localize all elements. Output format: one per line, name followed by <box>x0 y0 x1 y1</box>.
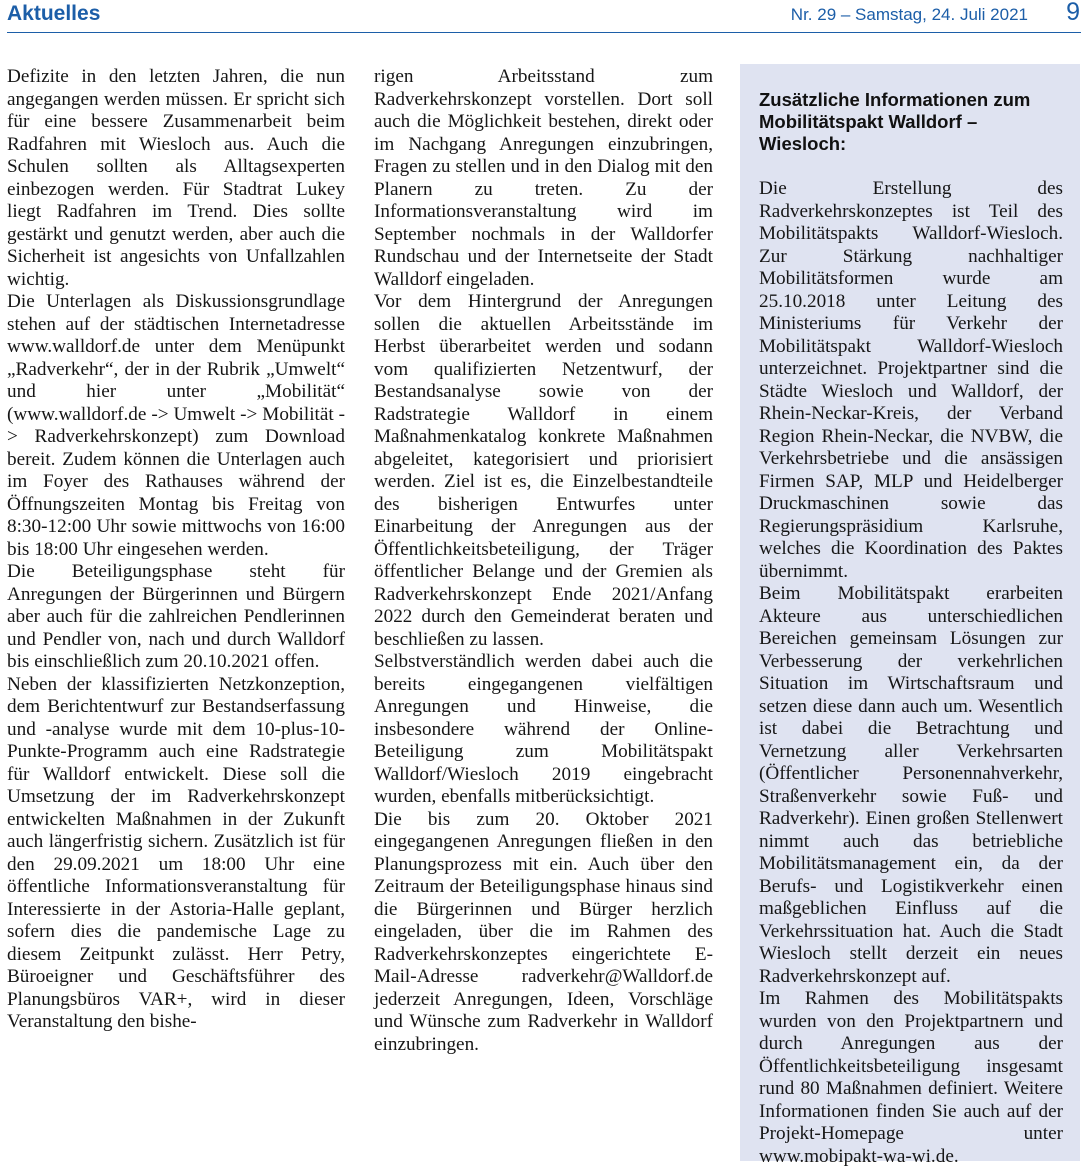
section-title: Aktuelles <box>7 2 101 25</box>
article-column-1 <box>7 66 345 1034</box>
issue-date: Nr. 29 – Samstag, 24. Juli 2021 <box>790 5 1028 24</box>
info-sidebar <box>740 64 1080 1167</box>
paragraph: Die bis zum 20. Oktober 2021 eingegangenen Anregungen fließen in den Planungsprozess mit ein. Auch über den Zeitraum der Beteiligungsphase hinaus sind die Bürgerinnen und Bürger herzlich eingeladen, über die im Rahmen des Radverkehrskonzeptes eingerichtete E-Mail-Adresse radverkehr@Walldorf.de jederzeit Anregungen, Ideen, Vorschläge und Wünsche zum Radverkehr in Walldorf einzubringen. <box>374 808 713 1055</box>
paragraph: Neben der klassifizierten Netzkonzeption, dem Berichtentwurf zur Bestandserfassung und -analyse wurde mit dem 10-plus-10-Punkte-Programm auch eine Radstrategie für Walldorf entwickelt. Diese soll die Umsetzung der im Radverkehrskonzept entwickelten Maßnahmen in der Zukunft auch längerfristig sichern. Zusätzlich ist für den 29.09.2021 um 18:00 Uhr eine öffentliche Informationsveranstaltung für Interessierte in der Astoria-Halle geplant, sofern dies die pandemische Lage zu diesem Zeitpunkt zulässt. Herr Petry, Büroeigner und Geschäftsführer des Planungsbüros VAR+, wird in dieser Veranstaltung den bishe- <box>7 673 345 1032</box>
header-rule <box>7 32 1081 33</box>
sidebar-body <box>759 178 1063 1168</box>
paragraph: Beim Mobilitätspakt erarbeiten Akteure aus unterschiedlichen Bereichen gemeinsam Lösungen zur Verbesserung der verkehrlichen Situation im Wirtschaftsraum und setzen diese dann auch um. Wesentlich ist dabei die Betrachtung und Vernetzung aller Verkehrsarten (Öffentlicher Personennahverkehr, Straßenverkehr sowie Fuß- und Radverkehr). Einen großen Stellenwert nimmt auch das betriebliche Mobilitätsmanagement ein, da der Berufs- und Logistikverkehr einen maßgeblichen Einfluss auf die Verkehrssituation hat. Auch die Stadt Wiesloch stellt derzeit ein neues Radverkehrskonzept auf. <box>759 583 1063 987</box>
paragraph: Die Beteiligungsphase steht für Anregungen der Bürgerinnen und Bürgern aber auch für die zahlreichen Pendlerinnen und Pendler von, nach und durch Walldorf bis einschließlich zum 20.10.2021 offen. <box>7 561 345 672</box>
paragraph: Die Unterlagen als Diskussionsgrundlage stehen auf der städtischen Internetadresse www.walldorf.de unter dem Menüpunkt „Radverkehr“, der in der Rubrik „Umwelt“ und hier unter „Mobilität“ (www.walldorf.de -> Umwelt -> Mobilität -> Radverkehrskonzept) zum Download bereit. Zudem können die Unterlagen auch im Foyer des Rathauses während der Öffnungszeiten Montag bis Freitag von 8:30-12:00 Uhr sowie mittwochs von 16:00 bis 18:00 Uhr eingesehen werden. <box>7 291 345 560</box>
paragraph: Im Rahmen des Mobilitätspakts wurden von den Projektpartnern und durch Anregungen aus der Öffentlichkeitsbeteiligung insgesamt rund 80 Maßnahmen definiert. Weitere Informationen finden Sie auch auf der Projekt-Homepage unter www.mobipakt-wa-wi.de. <box>759 988 1063 1167</box>
paragraph: Vor dem Hintergrund der Anregungen sollen die aktuellen Arbeitsstände im Herbst überarbeitet werden und sodann vom qualifizierten Netzentwurf, der Bestandsanalyse sowie von der Radstrategie Walldorf in einem Maßnahmenkatalog konkrete Maßnahmen abgeleitet, kategorisiert und priorisiert werden. Ziel ist es, die Einzelbestandteile des bisherigen Entwurfes unter Einarbeitung der Anregungen aus der Öffentlichkeitsbeteiligung, der Träger öffentlicher Belange und der Gremien als Radverkehrskonzept Ende 2021/Anfang 2022 durch den Gemeinderat beraten und beschließen zu lassen. <box>374 291 713 650</box>
sidebar-title: Zusätzliche Informationen zum Mobilitätspakt Walldorf – Wiesloch: <box>759 89 1031 154</box>
paragraph: Die Erstellung des Radverkehrskonzeptes ist Teil des Mobilitätspakts Walldorf-Wiesloch. Zur Stärkung nachhaltiger Mobilitätsformen wurde am 25.10.2018 unter Leitung des Ministeriums für Verkehr der Mobilitätspakt Walldorf-Wiesloch unterzeichnet. Projektpartner sind die Städte Wiesloch und Walldorf, der Rhein-Neckar-Kreis, der Verband Region Rhein-Neckar, die NVBW, die Verkehrsbetriebe und die ansässigen Firmen SAP, MLP und Heidelberger Druckmaschinen sowie das Regierungspräsidium Karlsruhe, welches die Koordination des Paktes übernimmt. <box>759 178 1063 582</box>
paragraph: Selbstverständlich werden dabei auch die bereits eingegangenen vielfältigen Anregungen und Hinweise, die insbesondere während der Online-Beteiligung zum Mobilitätspakt Walldorf/Wiesloch 2019 eingebracht wurden, ebenfalls mitberücksichtigt. <box>374 651 713 807</box>
page-number: 9 <box>1066 0 1080 26</box>
article-column-2 <box>374 66 713 1056</box>
page-header <box>0 0 1088 36</box>
paragraph: rigen Arbeitsstand zum Radverkehrskonzept vorstellen. Dort soll auch die Möglichkeit bestehen, direkt oder im Nachgang Anregungen einzubringen, Fragen zu stellen und in den Dialog mit den Planern zu treten. Zu der Informationsveranstaltung wird im September nochmals in der Walldorfer Rundschau und der Internetseite der Stadt Walldorf eingeladen. <box>374 66 713 290</box>
paragraph: Defizite in den letzten Jahren, die nun angegangen werden müssen. Er spricht sich für eine bessere Zusammenarbeit beim Radfahren mit Wiesloch aus. Auch die Schulen sollten als Alltagsexperten einbezogen werden. Für Stadtrat Lukey liegt Radfahren im Trend. Dies sollte gestärkt und genutzt werden, aber auch die Sicherheit ist angesichts von Unfallzahlen wichtig. <box>7 66 345 290</box>
